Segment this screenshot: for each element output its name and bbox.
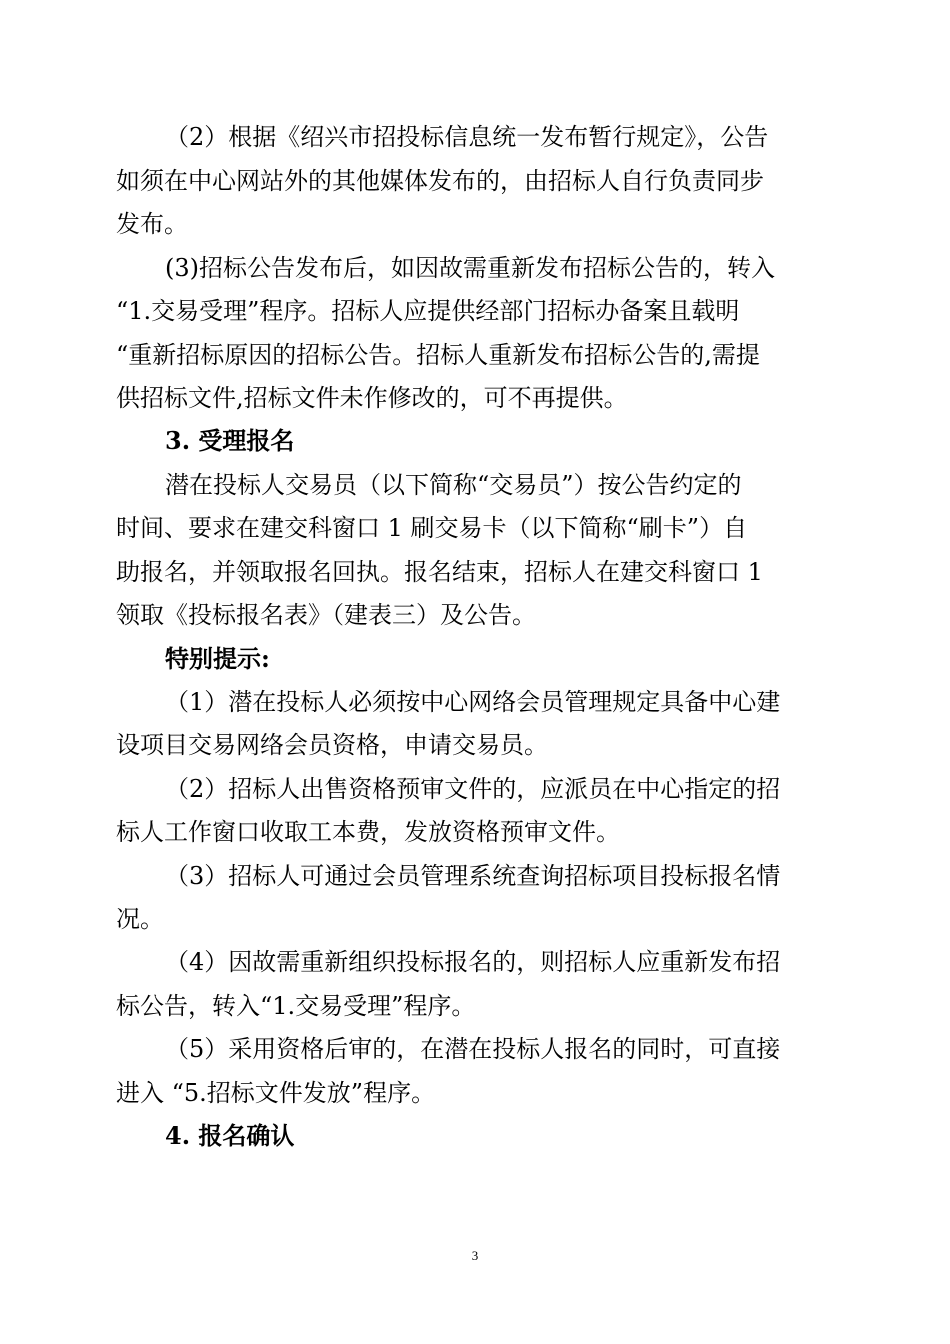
special-notice-heading: 特别提示:: [165, 644, 270, 673]
paragraph-line: 进入 “5.招标文件发放”程序。: [116, 1079, 436, 1107]
paragraph-line: 标公告，转入“1.交易受理”程序。: [116, 992, 476, 1020]
paragraph-line: （2）根据《绍兴市招投标信息统一发布暂行规定》，公告: [165, 123, 769, 151]
section-heading: 3. 受理报名: [165, 426, 295, 455]
paragraph-line: “1.交易受理”程序。招标人应提供经部门招标办备案且载明: [116, 297, 740, 325]
paragraph-line: 标人工作窗口收取工本费，发放资格预审文件。: [116, 818, 620, 846]
paragraph-line: 助报名，并领取报名回执。报名结束，招标人在建交科窗口 1: [116, 558, 763, 586]
paragraph-line: 发布。: [116, 210, 188, 238]
paragraph-line: 如须在中心网站外的其他媒体发布的，由招标人自行负责同步: [116, 167, 764, 195]
paragraph-line: 设项目交易网络会员资格，申请交易员。: [116, 731, 548, 759]
paragraph-line: （2）招标人出售资格预审文件的，应派员在中心指定的招: [165, 775, 781, 803]
paragraph-line: (3)招标公告发布后，如因故需重新发布招标公告的，转入: [165, 254, 775, 282]
paragraph-line: （5）采用资格后审的，在潜在投标人报名的同时，可直接: [165, 1035, 781, 1063]
paragraph-line: （4）因故需重新组织投标报名的，则招标人应重新发布招: [165, 948, 781, 976]
paragraph-line: 供招标文件,招标文件未作修改的，可不再提供。: [116, 384, 628, 412]
section-heading: 4. 报名确认: [165, 1121, 295, 1150]
paragraph-line: 时间、要求在建交科窗口 1 刷交易卡（以下简称“刷卡”）自: [116, 514, 748, 542]
paragraph-line: 况。: [116, 905, 164, 933]
paragraph-line: 潜在投标人交易员（以下简称“交易员”）按公告约定的: [165, 471, 742, 499]
paragraph-line: “重新招标原因的招标公告。招标人重新发布招标公告的,需提: [116, 341, 760, 369]
page-number: 3: [471, 1248, 479, 1263]
paragraph-line: （1）潜在投标人必须按中心网络会员管理规定具备中心建: [165, 688, 781, 716]
paragraph-line: 领取《投标报名表》（建表三）及公告。: [116, 601, 536, 629]
paragraph-line: （3）招标人可通过会员管理系统查询招标项目投标报名情: [165, 862, 781, 890]
